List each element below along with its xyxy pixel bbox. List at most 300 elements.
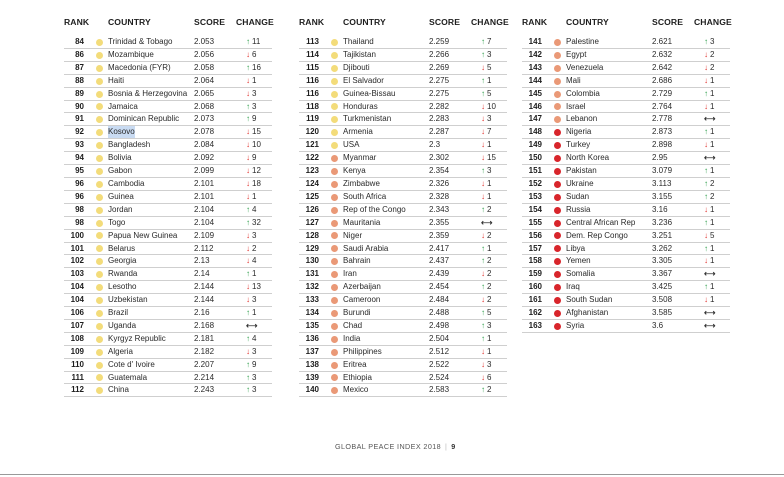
change-value: 1 bbox=[487, 333, 492, 343]
score-header: SCORE bbox=[194, 17, 226, 27]
country-cell: Gabon bbox=[108, 166, 133, 176]
country-cell: Nigeria bbox=[566, 127, 592, 137]
change-value: 5 bbox=[487, 88, 492, 98]
table-row bbox=[522, 75, 742, 88]
status-dot bbox=[96, 116, 103, 123]
rank-cell: 88 bbox=[75, 75, 84, 85]
change-value: 1 bbox=[710, 140, 715, 150]
status-dot bbox=[331, 39, 338, 46]
table-row bbox=[64, 62, 284, 75]
arrow-down-icon: ↓ bbox=[704, 49, 708, 59]
page-footer bbox=[335, 442, 456, 451]
score-cell: 2.454 bbox=[429, 282, 450, 292]
rank-cell: 147 bbox=[528, 114, 542, 124]
change-value: 1 bbox=[710, 204, 715, 214]
no-change-icon: ⟷ bbox=[704, 114, 716, 124]
change-cell bbox=[246, 320, 259, 333]
country-cell: South Sudan bbox=[566, 295, 613, 305]
change-cell bbox=[704, 204, 714, 217]
table-row bbox=[299, 294, 519, 307]
change-cell bbox=[481, 139, 491, 152]
change-cell bbox=[481, 372, 491, 385]
country-cell: Lebanon bbox=[566, 114, 598, 124]
rank-cell: 94 bbox=[75, 153, 84, 163]
change-value: 1 bbox=[487, 346, 492, 356]
status-dot bbox=[96, 284, 103, 291]
score-cell: 2.144 bbox=[194, 282, 215, 292]
table-row bbox=[522, 62, 742, 75]
rank-cell: 103 bbox=[70, 269, 84, 279]
arrow-down-icon: ↓ bbox=[246, 282, 250, 292]
no-change-icon: ⟷ bbox=[704, 153, 716, 163]
arrow-down-icon: ↓ bbox=[246, 191, 250, 201]
change-value: 2 bbox=[487, 385, 492, 395]
change-value: 2 bbox=[487, 269, 492, 279]
rank-cell: 114 bbox=[306, 49, 319, 59]
status-dot bbox=[554, 103, 561, 110]
rank-header: RANK bbox=[299, 17, 325, 27]
score-cell: 2.16 bbox=[194, 308, 210, 318]
change-cell bbox=[481, 88, 491, 101]
score-cell: 2.078 bbox=[194, 127, 215, 137]
arrow-up-icon: ↑ bbox=[246, 308, 250, 318]
status-dot bbox=[554, 284, 561, 291]
change-cell bbox=[481, 75, 491, 88]
rank-cell: 137 bbox=[305, 346, 319, 356]
arrow-up-icon: ↑ bbox=[246, 37, 250, 46]
table-row bbox=[299, 152, 519, 165]
table-row bbox=[522, 268, 742, 281]
change-value: 3 bbox=[487, 49, 492, 59]
score-cell: 2.3 bbox=[429, 140, 441, 150]
change-cell bbox=[246, 191, 256, 204]
country-cell: Guinea-Bissau bbox=[343, 88, 396, 98]
rank-cell: 87 bbox=[75, 62, 84, 72]
status-dot bbox=[96, 129, 103, 136]
country-cell: India bbox=[343, 333, 361, 343]
score-cell: 2.068 bbox=[194, 101, 215, 111]
change-cell bbox=[481, 294, 491, 307]
score-cell: 2.104 bbox=[194, 217, 215, 227]
arrow-up-icon: ↑ bbox=[704, 37, 708, 46]
table-row bbox=[299, 88, 519, 101]
rank-cell: 162 bbox=[528, 308, 542, 318]
score-cell: 2.053 bbox=[194, 37, 215, 46]
country-cell: Eritrea bbox=[343, 359, 367, 369]
change-cell bbox=[481, 384, 491, 397]
country-cell: Thailand bbox=[343, 37, 374, 46]
change-cell bbox=[481, 333, 491, 346]
arrow-up-icon: ↑ bbox=[481, 204, 485, 214]
status-dot bbox=[331, 168, 338, 175]
rank-cell: 151 bbox=[528, 166, 542, 176]
change-header: CHANGE bbox=[694, 17, 732, 27]
table-row bbox=[64, 268, 284, 281]
change-value: 2 bbox=[710, 191, 715, 201]
country-cell: Iraq bbox=[566, 282, 580, 292]
no-change-icon: ⟷ bbox=[704, 320, 716, 330]
score-cell: 2.073 bbox=[194, 114, 215, 124]
arrow-up-icon: ↑ bbox=[481, 243, 485, 253]
arrow-up-icon: ↑ bbox=[246, 333, 250, 343]
status-dot bbox=[331, 349, 338, 356]
change-value: 3 bbox=[252, 346, 257, 356]
change-cell bbox=[481, 281, 491, 294]
country-cell: Mauritania bbox=[343, 217, 381, 227]
country-cell: Venezuela bbox=[566, 62, 604, 72]
table-row bbox=[522, 139, 742, 152]
no-change-icon: ⟷ bbox=[246, 320, 258, 330]
table-row bbox=[64, 75, 284, 88]
score-cell: 2.282 bbox=[429, 101, 450, 111]
score-cell: 2.359 bbox=[429, 230, 450, 240]
table-row bbox=[64, 191, 284, 204]
score-cell: 2.14 bbox=[194, 269, 210, 279]
rank-cell: 133 bbox=[305, 295, 319, 305]
country-cell: Rwanda bbox=[108, 269, 138, 279]
table-row bbox=[64, 230, 284, 243]
arrow-down-icon: ↓ bbox=[246, 127, 250, 137]
change-value: 2 bbox=[710, 178, 715, 188]
status-dot bbox=[96, 155, 103, 162]
change-cell bbox=[481, 113, 491, 126]
table-row bbox=[299, 372, 519, 385]
country-cell: Dominican Republic bbox=[108, 114, 180, 124]
status-dot bbox=[96, 362, 103, 369]
arrow-down-icon: ↓ bbox=[481, 178, 485, 188]
change-value: 4 bbox=[252, 204, 257, 214]
score-cell: 2.168 bbox=[194, 320, 215, 330]
change-cell bbox=[246, 255, 256, 268]
change-cell bbox=[481, 217, 494, 230]
change-cell bbox=[246, 281, 261, 294]
country-cell: Georgia bbox=[108, 256, 137, 266]
arrow-up-icon: ↑ bbox=[704, 127, 708, 137]
change-value: 9 bbox=[252, 153, 257, 163]
rank-cell: 102 bbox=[70, 256, 84, 266]
status-dot bbox=[96, 387, 103, 394]
footer-separator: | bbox=[445, 442, 448, 451]
rank-header: RANK bbox=[522, 17, 548, 27]
status-dot bbox=[554, 310, 561, 317]
arrow-down-icon: ↓ bbox=[481, 153, 485, 163]
arrow-down-icon: ↓ bbox=[246, 243, 250, 253]
change-value: 2 bbox=[710, 62, 715, 72]
score-cell: 3.113 bbox=[652, 178, 672, 188]
change-cell bbox=[246, 333, 256, 346]
change-cell bbox=[704, 217, 714, 230]
country-cell: Bangladesh bbox=[108, 140, 151, 150]
status-dot bbox=[331, 78, 338, 85]
score-header: SCORE bbox=[652, 17, 684, 27]
score-cell: 2.484 bbox=[429, 295, 450, 305]
table-row bbox=[522, 204, 742, 217]
score-cell: 2.95 bbox=[652, 153, 668, 163]
arrow-down-icon: ↓ bbox=[704, 140, 708, 150]
no-change-icon: ⟷ bbox=[481, 217, 493, 227]
status-dot bbox=[96, 297, 103, 304]
arrow-up-icon: ↑ bbox=[704, 88, 708, 98]
rank-cell: 86 bbox=[75, 49, 84, 59]
table-row bbox=[522, 191, 742, 204]
rank-cell: 155 bbox=[528, 217, 542, 227]
table-row bbox=[64, 281, 284, 294]
change-value: 15 bbox=[252, 127, 261, 137]
country-cell: Guinea bbox=[108, 191, 134, 201]
arrow-up-icon: ↑ bbox=[246, 359, 250, 369]
rank-cell: 125 bbox=[305, 191, 319, 201]
country-cell: Colombia bbox=[566, 88, 600, 98]
table-row bbox=[64, 113, 284, 126]
table-row bbox=[522, 36, 742, 49]
arrow-down-icon: ↓ bbox=[704, 101, 708, 111]
page-number: 9 bbox=[451, 442, 456, 451]
change-cell bbox=[246, 230, 256, 243]
country-cell: Mexico bbox=[343, 385, 369, 395]
rank-cell: 119 bbox=[306, 114, 319, 124]
score-cell: 2.488 bbox=[429, 308, 450, 318]
change-value: 2 bbox=[252, 243, 257, 253]
change-value: 3 bbox=[487, 359, 492, 369]
score-cell: 2.764 bbox=[652, 101, 673, 111]
change-value: 1 bbox=[487, 140, 492, 150]
table-row bbox=[64, 320, 284, 333]
country-cell: Haiti bbox=[108, 75, 125, 85]
status-dot bbox=[554, 91, 561, 98]
rank-cell: 153 bbox=[528, 191, 542, 201]
status-dot bbox=[96, 220, 103, 227]
country-cell: Belarus bbox=[108, 243, 136, 253]
score-cell: 2.109 bbox=[194, 230, 215, 240]
status-dot bbox=[96, 168, 103, 175]
country-cell: Ukraine bbox=[566, 178, 594, 188]
change-cell bbox=[704, 152, 717, 165]
rank-cell: 112 bbox=[71, 385, 84, 395]
rank-cell: 146 bbox=[528, 101, 542, 111]
status-dot bbox=[96, 310, 103, 317]
ranking-rows bbox=[522, 36, 742, 333]
arrow-up-icon: ↑ bbox=[481, 320, 485, 330]
arrow-up-icon: ↑ bbox=[704, 178, 708, 188]
change-cell bbox=[246, 101, 256, 114]
arrow-up-icon: ↑ bbox=[246, 217, 250, 227]
change-cell bbox=[246, 204, 256, 217]
score-cell: 2.056 bbox=[194, 49, 215, 59]
status-dot bbox=[96, 91, 103, 98]
arrow-up-icon: ↑ bbox=[704, 191, 708, 201]
arrow-down-icon: ↓ bbox=[481, 114, 485, 124]
arrow-down-icon: ↓ bbox=[246, 153, 250, 163]
change-cell bbox=[246, 294, 256, 307]
rank-cell: 128 bbox=[305, 230, 319, 240]
rank-cell: 124 bbox=[305, 178, 319, 188]
change-cell bbox=[246, 139, 261, 152]
change-cell bbox=[481, 36, 491, 49]
rank-cell: 141 bbox=[528, 37, 542, 46]
status-dot bbox=[554, 116, 561, 123]
change-header: CHANGE bbox=[471, 17, 509, 27]
score-cell: 3.16 bbox=[652, 204, 668, 214]
change-value: 13 bbox=[252, 282, 261, 292]
arrow-down-icon: ↓ bbox=[246, 166, 250, 176]
rank-cell: 90 bbox=[75, 101, 84, 111]
status-dot bbox=[331, 207, 338, 214]
table-row bbox=[299, 307, 519, 320]
rank-cell: 136 bbox=[305, 333, 319, 343]
rank-cell: 138 bbox=[305, 359, 319, 369]
table-row bbox=[64, 294, 284, 307]
change-cell bbox=[246, 152, 256, 165]
country-cell: Trinidad & Tobago bbox=[108, 37, 173, 46]
score-cell: 2.621 bbox=[652, 37, 673, 46]
score-cell: 3.155 bbox=[652, 191, 673, 201]
rank-cell: 116 bbox=[306, 88, 319, 98]
score-cell: 2.632 bbox=[652, 49, 673, 59]
table-row bbox=[299, 75, 519, 88]
arrow-down-icon: ↓ bbox=[246, 256, 250, 266]
score-cell: 2.778 bbox=[652, 114, 673, 124]
rank-cell: 154 bbox=[528, 204, 542, 214]
rank-cell: 98 bbox=[75, 204, 84, 214]
status-dot bbox=[554, 232, 561, 239]
change-value: 1 bbox=[252, 308, 257, 318]
status-dot bbox=[96, 52, 103, 59]
arrow-down-icon: ↓ bbox=[481, 127, 485, 137]
table-row bbox=[299, 191, 519, 204]
rank-cell: 142 bbox=[528, 49, 542, 59]
change-value: 5 bbox=[487, 62, 492, 72]
rank-cell: 100 bbox=[70, 230, 84, 240]
arrow-down-icon: ↓ bbox=[481, 269, 485, 279]
table-row bbox=[522, 294, 742, 307]
score-cell: 3.236 bbox=[652, 217, 673, 227]
rank-cell: 139 bbox=[305, 372, 319, 382]
country-cell: Dem. Rep Congo bbox=[566, 230, 628, 240]
score-cell: 3.6 bbox=[652, 320, 664, 330]
status-dot bbox=[96, 323, 103, 330]
table-row bbox=[299, 178, 519, 191]
change-value: 3 bbox=[252, 230, 257, 240]
rank-cell: 123 bbox=[305, 166, 319, 176]
change-value: 1 bbox=[487, 75, 492, 85]
rank-cell: 104 bbox=[70, 295, 84, 305]
change-cell bbox=[481, 62, 491, 75]
change-value: 18 bbox=[252, 178, 261, 188]
change-value: 10 bbox=[487, 101, 496, 111]
score-cell: 2.243 bbox=[194, 385, 215, 395]
arrow-down-icon: ↓ bbox=[704, 75, 708, 85]
country-cell: Somalia bbox=[566, 269, 595, 279]
table-row bbox=[522, 101, 742, 114]
table-row bbox=[522, 320, 742, 333]
country-cell: Brazil bbox=[108, 308, 129, 318]
change-cell bbox=[246, 126, 261, 139]
change-cell bbox=[246, 384, 256, 397]
change-cell bbox=[246, 217, 261, 230]
score-cell: 2.13 bbox=[194, 256, 210, 266]
status-dot bbox=[96, 232, 103, 239]
status-dot bbox=[331, 181, 338, 188]
change-value: 1 bbox=[487, 243, 492, 253]
status-dot bbox=[96, 194, 103, 201]
arrow-up-icon: ↑ bbox=[246, 62, 250, 72]
change-value: 1 bbox=[252, 75, 257, 85]
country-cell: Kyrgyz Republic bbox=[108, 333, 166, 343]
score-cell: 2.343 bbox=[429, 204, 450, 214]
table-row bbox=[299, 346, 519, 359]
change-cell bbox=[246, 62, 261, 75]
country-cell: Saudi Arabia bbox=[343, 243, 389, 253]
country-cell: Chad bbox=[343, 320, 363, 330]
rank-cell: 92 bbox=[75, 127, 84, 137]
table-row bbox=[64, 217, 284, 230]
change-cell bbox=[704, 88, 714, 101]
no-change-icon: ⟷ bbox=[704, 269, 716, 279]
table-row bbox=[299, 49, 519, 62]
country-cell: Guatemala bbox=[108, 372, 148, 382]
table-row bbox=[299, 268, 519, 281]
country-cell: Niger bbox=[343, 230, 363, 240]
change-value: 3 bbox=[487, 166, 492, 176]
change-cell bbox=[246, 88, 256, 101]
score-cell: 3.079 bbox=[652, 166, 673, 176]
change-cell bbox=[246, 243, 256, 256]
change-cell bbox=[704, 255, 714, 268]
status-dot bbox=[331, 245, 338, 252]
rank-cell: 121 bbox=[305, 140, 319, 150]
score-cell: 3.425 bbox=[652, 282, 673, 292]
change-cell bbox=[704, 49, 714, 62]
change-value: 9 bbox=[252, 114, 257, 124]
rank-cell: 91 bbox=[75, 114, 84, 124]
score-header: SCORE bbox=[429, 17, 461, 27]
table-row bbox=[64, 49, 284, 62]
country-header: COUNTRY bbox=[566, 17, 609, 27]
rank-cell: 135 bbox=[305, 320, 319, 330]
rank-cell: 110 bbox=[71, 359, 84, 369]
rank-cell: 150 bbox=[528, 153, 542, 163]
score-cell: 2.524 bbox=[429, 372, 450, 382]
status-dot bbox=[331, 116, 338, 123]
arrow-down-icon: ↓ bbox=[246, 178, 250, 188]
change-value: 10 bbox=[252, 140, 261, 150]
change-value: 4 bbox=[252, 256, 257, 266]
table-row bbox=[64, 333, 284, 346]
score-cell: 3.251 bbox=[652, 230, 673, 240]
table-row bbox=[64, 384, 284, 397]
table-row bbox=[299, 62, 519, 75]
score-cell: 2.266 bbox=[429, 49, 450, 59]
change-cell bbox=[704, 320, 717, 333]
score-cell: 2.092 bbox=[194, 153, 215, 163]
rank-header: RANK bbox=[64, 17, 90, 27]
table-row bbox=[64, 372, 284, 385]
score-cell: 2.058 bbox=[194, 62, 215, 72]
change-cell bbox=[246, 165, 261, 178]
country-cell: Mali bbox=[566, 75, 581, 85]
change-value: 1 bbox=[252, 269, 257, 279]
status-dot bbox=[331, 142, 338, 149]
score-cell: 2.642 bbox=[652, 62, 673, 72]
table-row bbox=[522, 178, 742, 191]
country-cell: China bbox=[108, 385, 129, 395]
country-cell: Palestine bbox=[566, 37, 599, 46]
country-cell: Algeria bbox=[108, 346, 133, 356]
change-value: 2 bbox=[487, 204, 492, 214]
country-cell: Central African Rep bbox=[566, 217, 636, 227]
rank-cell: 113 bbox=[306, 37, 319, 46]
table-row bbox=[299, 230, 519, 243]
